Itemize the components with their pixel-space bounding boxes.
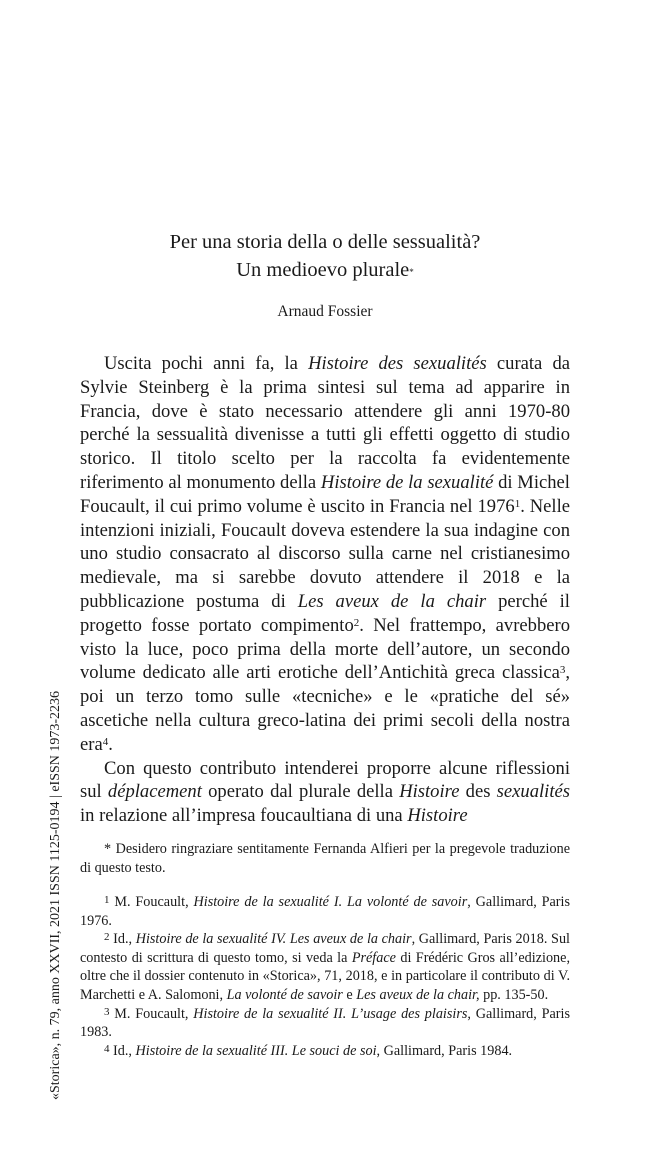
- title-line-1: Per una storia della o delle sessualità?: [169, 231, 481, 253]
- italic-title: La volonté de savoir: [226, 986, 343, 1003]
- acknowledgement-footnote: [80, 840, 570, 877]
- article-body: [80, 352, 570, 828]
- italic-title: sexualités: [496, 781, 570, 803]
- footnote-4: [80, 1042, 570, 1061]
- footnote-ref-3[interactable]: 3: [559, 664, 566, 677]
- footnote-star: [80, 840, 570, 877]
- text-run: . Nel frattempo, avrebbero visto la luce, poco prima della morte dell’autore, un secondo volume dedicato alle arti erotiche dell’Antichità greca classica: [80, 614, 570, 684]
- text-run: curata da Sylvie Steinberg è la prima sintesi sul tema ad apparire in Francia, dove è stato necessario attendere gli anni 1970-80 perché la sessualità divenisse a tutti gli effetti oggetto di studio storico. Il titolo scelto per la raccolta fa evidentemente riferimento al monumento della: [80, 353, 571, 493]
- italic-title: Préface: [351, 949, 396, 966]
- article-title: [110, 228, 540, 284]
- text-run: , Gallimard, Paris 1984.: [376, 1042, 513, 1059]
- footnote-number: 3: [104, 1005, 110, 1018]
- footnote-ref-2[interactable]: 2: [353, 616, 360, 629]
- footnote-number: 4: [104, 1042, 110, 1055]
- title-line-2-text: Un medioevo plurale: [236, 259, 410, 281]
- footnote-2: [80, 930, 570, 1004]
- text-run: Id.,: [109, 1042, 136, 1059]
- body-paragraph-2: [80, 757, 570, 828]
- text-run: .: [108, 733, 113, 755]
- italic-title: Histoire de la sexualité III. Le souci de soi: [135, 1042, 377, 1059]
- text-run: operato dal plurale della: [201, 781, 400, 803]
- text-run: di Michel Foucault, il cui primo volume è uscito in Francia nel 1976: [80, 471, 570, 517]
- footnote-ref-4[interactable]: 4: [102, 735, 109, 748]
- footnote-1: [80, 893, 570, 930]
- footnote-star-marker: *: [104, 841, 112, 857]
- italic-title: Histoire des sexualités: [308, 353, 487, 374]
- italic-title: Histoire de la sexualité IV. Les aveux de la chair: [135, 931, 412, 948]
- text-run: di Frédéric Gros all’edizione, oltre che il dossier contenuto in «Storica», 71, 2018, e in particolare il contributo di V. Marchetti e A. Salomoni,: [80, 949, 570, 1003]
- italic-term: déplacement: [107, 781, 202, 803]
- italic-title: Histoire de la sexualité I. La volonté de savoir: [193, 894, 468, 910]
- text-run: M. Foucault,: [109, 1005, 194, 1022]
- italic-title: Les aveux de la chair: [297, 590, 487, 612]
- body-paragraph-1: [80, 352, 570, 757]
- footnotes: [80, 893, 570, 1060]
- author-name: Arnaud Fossier: [277, 303, 373, 320]
- footnote-number: 2: [104, 931, 110, 944]
- text-run: des: [459, 781, 497, 803]
- italic-title: Histoire de la sexualité: [320, 471, 494, 493]
- journal-citation-margin: «Storica», n. 79, anno XXVII, 2021 ISSN 1125-0194 | eISSN 1973-2236: [48, 690, 63, 1100]
- italic-title: Histoire de la sexualité II. L’usage des plaisirs: [193, 1005, 468, 1022]
- text-run: perché il progetto fosse portato compimento: [80, 590, 570, 636]
- italic-title: Histoire: [399, 781, 460, 803]
- footnote-star-text: Desidero ringraziare sentitamente Fernanda Alfieri per la pregevole traduzione di questo testo.: [80, 841, 570, 876]
- title-footnote-marker: *: [409, 267, 414, 277]
- text-run: , Gallimard, Paris 1983.: [80, 1005, 570, 1041]
- text-run: in relazione all’impresa foucaultiana di una: [80, 805, 408, 827]
- text-run: , Gallimard, Paris 1976.: [80, 894, 570, 929]
- footnote-3: [80, 1005, 570, 1042]
- italic-title: Histoire: [407, 805, 468, 827]
- text-run: , Gallimard, Paris 2018. Sul contesto di scrittura di questo tomo, si veda la: [80, 931, 570, 966]
- text-run: Id.,: [109, 931, 136, 948]
- text-run: Uscita pochi anni fa, la: [104, 353, 309, 374]
- text-run: Con questo contributo intenderei proporre alcune riflessioni sul: [80, 757, 570, 803]
- text-run: M. Foucault,: [109, 894, 194, 910]
- text-run: e: [342, 986, 357, 1003]
- footnote-number: 1: [104, 894, 110, 906]
- text-run: . Nelle intenzioni iniziali, Foucault doveva estendere la sua indagine con uno studio consacrato al discorso sulla carne nel cristianesimo medievale, ma si sarebbe dovuto attendere il 2018 e la pubblicazione postuma di: [80, 495, 570, 612]
- footnote-ref-1[interactable]: 1: [514, 497, 521, 510]
- text-run: pp. 135-50.: [479, 986, 549, 1003]
- italic-title: Les aveux de la chair,: [356, 986, 480, 1003]
- title-line-2: [110, 256, 540, 284]
- text-run: , poi un terzo tomo sulle «tecniche» e le «pratiche del sé» ascetiche nella cultura greco-latina dei primi secoli della nostra era: [80, 662, 570, 755]
